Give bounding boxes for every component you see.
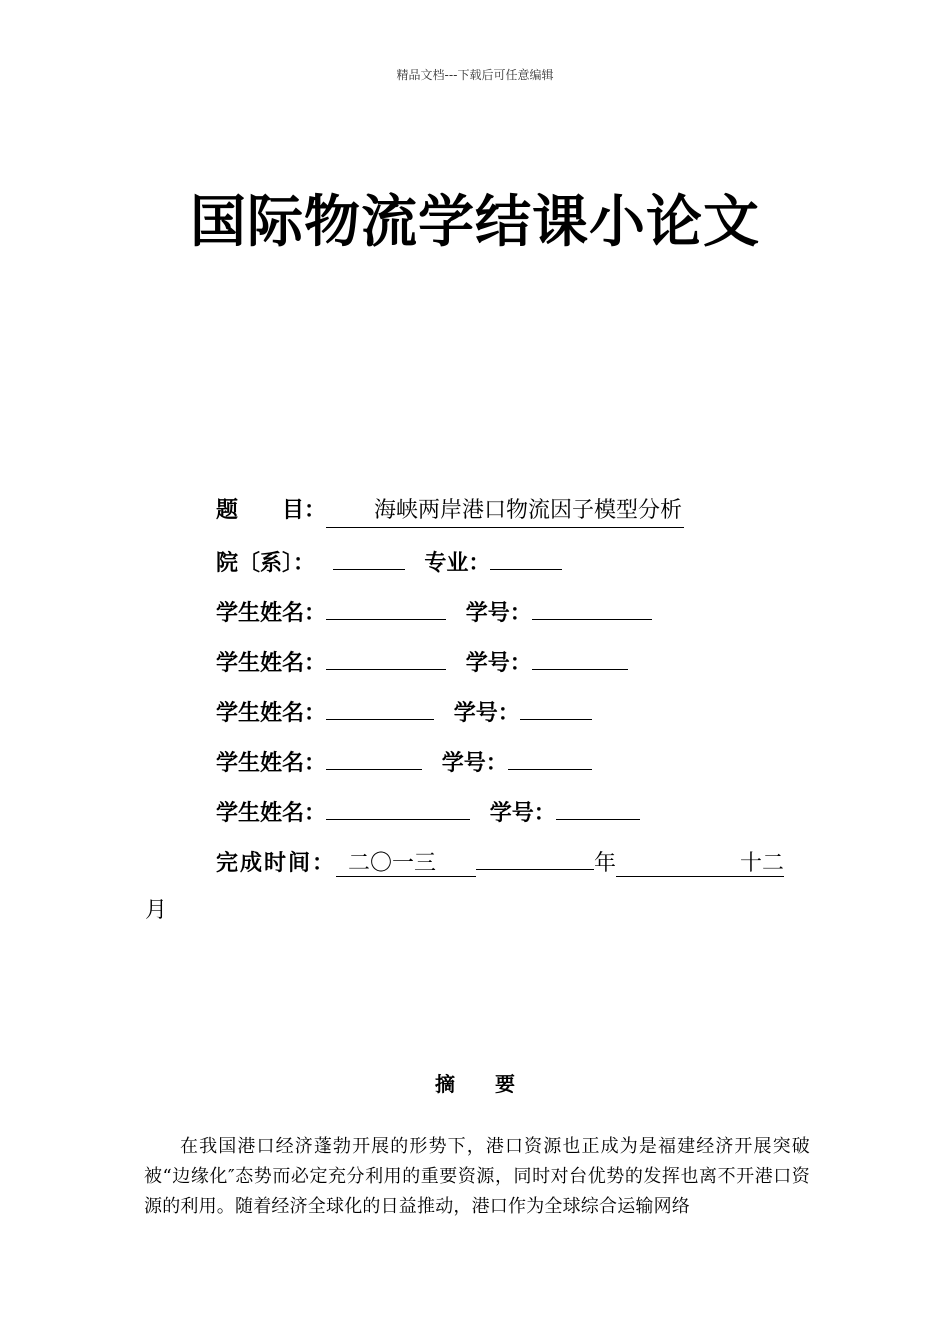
student-name-blank bbox=[326, 745, 422, 770]
student-id-label: 学号： bbox=[489, 801, 556, 826]
header-note: 精品文档---下载后可任意编辑 bbox=[396, 68, 554, 82]
completion-year: 二〇一三 bbox=[336, 852, 476, 877]
student-id-label: 学号： bbox=[453, 701, 520, 726]
department-label: 院〔系〕： bbox=[216, 551, 316, 576]
student-id-label: 学号： bbox=[465, 601, 532, 626]
student-id-blank bbox=[508, 745, 592, 770]
topic-value: 海峡两岸港口物流因子模型分析 bbox=[326, 495, 684, 528]
completion-row bbox=[216, 845, 784, 877]
department-row bbox=[216, 545, 562, 577]
student-id-label: 学号： bbox=[465, 651, 532, 676]
student-name-blank bbox=[326, 695, 434, 720]
completion-year-blank bbox=[476, 845, 594, 870]
student-id-blank bbox=[556, 795, 640, 820]
student-id-blank bbox=[532, 645, 628, 670]
major-blank bbox=[490, 545, 562, 570]
student-name-blank bbox=[326, 795, 470, 820]
document-title: 国际物流学结课小论文 bbox=[190, 190, 760, 255]
student-name-label: 学生姓名： bbox=[216, 801, 327, 826]
student-name-label: 学生姓名： bbox=[216, 601, 327, 626]
month-char: 月 bbox=[145, 898, 168, 923]
student-name-label: 学生姓名： bbox=[216, 651, 327, 676]
major-label: 专业： bbox=[424, 551, 491, 576]
student-id-blank bbox=[520, 695, 592, 720]
student-id-label: 学号： bbox=[441, 751, 508, 776]
completion-label: 完成时间： bbox=[216, 851, 337, 876]
topic-row bbox=[216, 495, 684, 527]
student-row bbox=[216, 595, 652, 627]
student-name-label: 学生姓名： bbox=[216, 751, 327, 776]
student-id-blank bbox=[532, 595, 652, 620]
topic-label: 题 目： bbox=[216, 498, 327, 523]
year-char: 年 bbox=[594, 851, 617, 876]
student-name-blank bbox=[326, 645, 446, 670]
student-name-blank bbox=[326, 595, 446, 620]
abstract-body: 在我国港口经济蓬勃开展的形势下，港口资源也正成为是福建经济开展突破被“边缘化″态势而必定充分利用的重要资源，同时对台优势的发挥也离不开港口资源的利用。随着经济全球化的日益推动，港口作为全球综合运输网络 bbox=[144, 1136, 810, 1217]
student-name-label: 学生姓名： bbox=[216, 701, 327, 726]
student-row bbox=[216, 695, 592, 727]
student-row bbox=[216, 645, 628, 677]
department-blank bbox=[333, 545, 405, 570]
completion-month: 十二 bbox=[616, 852, 784, 877]
abstract-heading: 摘 要 bbox=[435, 1072, 515, 1096]
student-row bbox=[216, 795, 640, 827]
student-row bbox=[216, 745, 592, 777]
